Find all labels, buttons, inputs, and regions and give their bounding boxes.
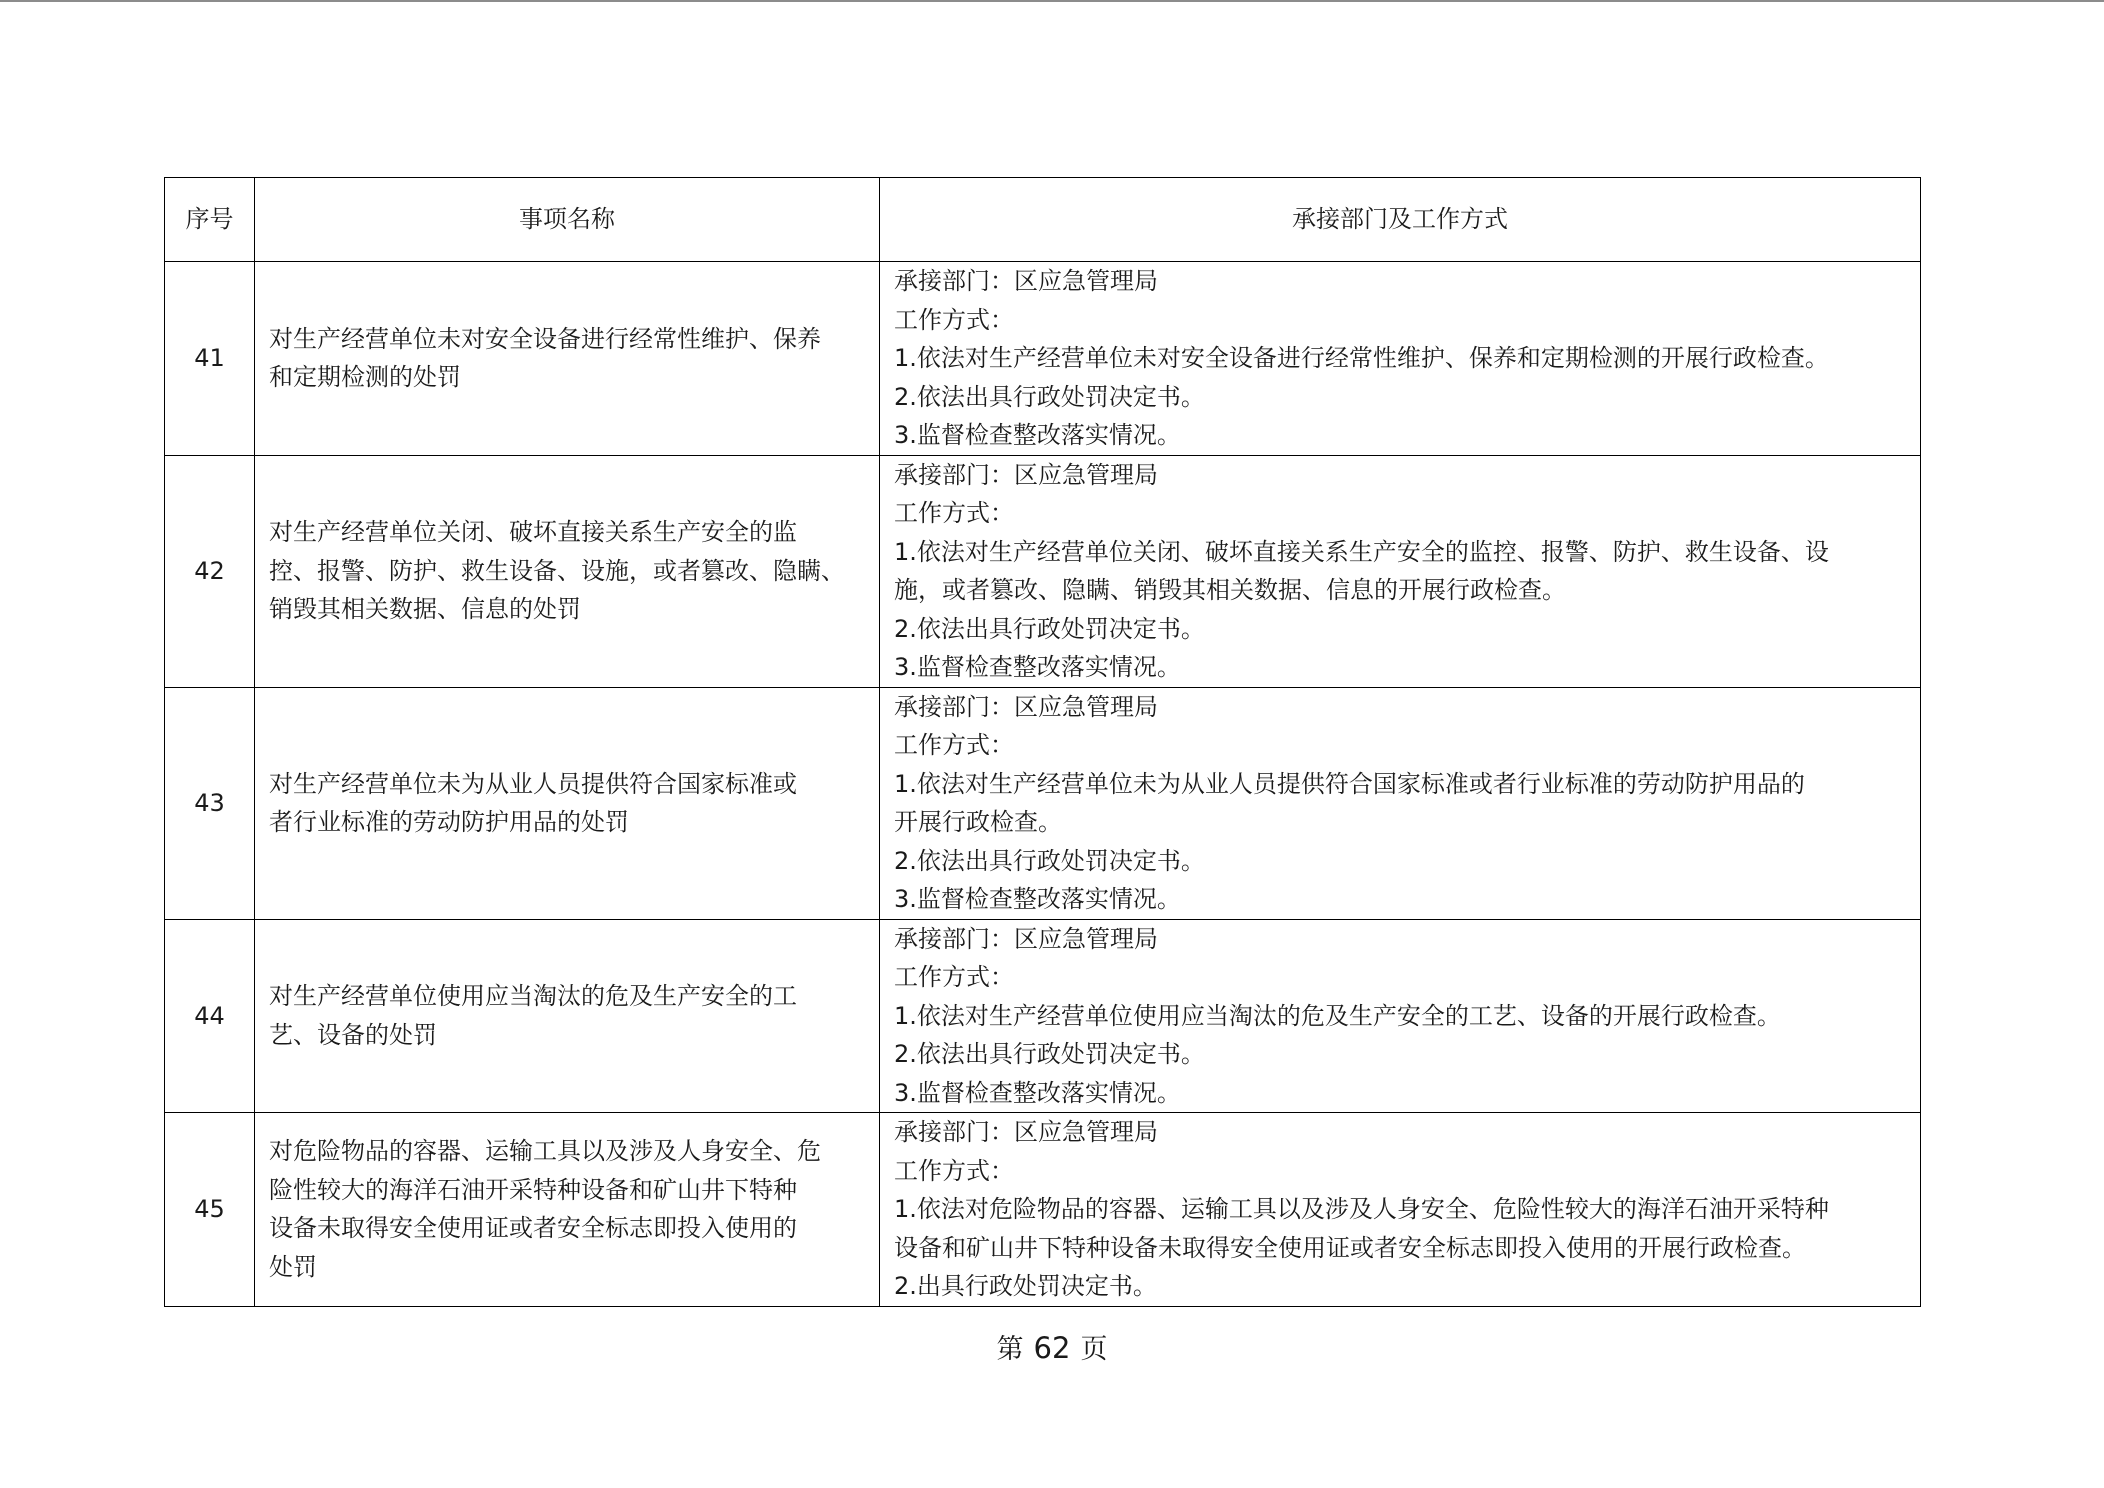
row-serial-number: 42 [165, 455, 255, 687]
table-row [165, 262, 1921, 456]
matter-name-line: 对危险物品的容器、运输工具以及涉及人身安全、危 [269, 1137, 821, 1166]
method-line: 3.监督检查整改落实情况。 [894, 653, 1181, 681]
row-department-method [880, 455, 1921, 687]
matter-name-line: 对生产经营单位使用应当淘汰的危及生产安全的工 [269, 982, 797, 1011]
method-line: 承接部门：区应急管理局 [894, 1118, 1158, 1146]
table-row [165, 455, 1921, 687]
table-header-row [165, 178, 1921, 262]
matter-name-line: 和定期检测的处罚 [269, 363, 461, 392]
method-line: 2.出具行政处罚决定书。 [894, 1272, 1157, 1300]
header-serial-number: 序号 [165, 178, 255, 262]
top-border-line [0, 0, 2104, 2]
row-matter-name [255, 687, 880, 919]
footer-suffix: 页 [1080, 1334, 1108, 1365]
method-line: 承接部门：区应急管理局 [894, 267, 1158, 295]
row-serial-number: 44 [165, 919, 255, 1113]
matter-name-line: 对生产经营单位关闭、破坏直接关系生产安全的监 [269, 518, 797, 547]
footer-prefix: 第 [996, 1334, 1024, 1365]
row-matter-name [255, 262, 880, 456]
method-line: 开展行政检查。 [894, 808, 1062, 836]
row-department-method [880, 262, 1921, 456]
method-line: 1.依法对危险物品的容器、运输工具以及涉及人身安全、危险性较大的海洋石油开采特种 [894, 1195, 1829, 1223]
method-line: 2.依法出具行政处罚决定书。 [894, 614, 1205, 643]
method-line: 施，或者篡改、隐瞒、销毁其相关数据、信息的开展行政检查。 [894, 576, 1566, 604]
method-line: 1.依法对生产经营单位关闭、破坏直接关系生产安全的监控、报警、防护、救生设备、设 [894, 537, 1829, 566]
row-serial-number: 43 [165, 687, 255, 919]
header-matter-name: 事项名称 [255, 178, 880, 262]
row-department-method [880, 919, 1921, 1113]
row-department-method [880, 1113, 1921, 1307]
row-matter-name [255, 1113, 880, 1307]
row-serial-number: 41 [165, 262, 255, 456]
method-line: 1.依法对生产经营单位使用应当淘汰的危及生产安全的工艺、设备的开展行政检查。 [894, 1001, 1781, 1030]
method-line: 工作方式： [894, 499, 1014, 527]
header-department-method: 承接部门及工作方式 [880, 178, 1921, 262]
matter-name-line: 者行业标准的劳动防护用品的处罚 [269, 808, 629, 836]
page-footer [0, 1328, 2104, 1370]
method-line: 1.依法对生产经营单位未对安全设备进行经常性维护、保养和定期检测的开展行政检查。 [894, 344, 1829, 372]
matter-name-line: 对生产经营单位未对安全设备进行经常性维护、保养 [269, 324, 821, 353]
method-line: 承接部门：区应急管理局 [894, 692, 1158, 721]
method-line: 承接部门：区应急管理局 [894, 924, 1158, 953]
method-line: 设备和矿山井下特种设备未取得安全使用证或者安全标志即投入使用的开展行政检查。 [894, 1233, 1806, 1262]
matter-name-line: 险性较大的海洋石油开采特种设备和矿山井下特种 [269, 1175, 797, 1204]
matter-name-line: 设备未取得安全使用证或者安全标志即投入使用的 [269, 1214, 797, 1243]
row-matter-name [255, 919, 880, 1113]
matter-name-line: 对生产经营单位未为从业人员提供符合国家标准或 [269, 769, 797, 798]
method-line: 工作方式： [894, 731, 1014, 759]
method-line: 3.监督检查整改落实情况。 [894, 421, 1181, 449]
table-row [165, 919, 1921, 1113]
method-line: 工作方式： [894, 963, 1014, 991]
method-line: 承接部门：区应急管理局 [894, 460, 1158, 489]
row-matter-name [255, 455, 880, 687]
matter-name-line: 销毁其相关数据、信息的处罚 [269, 595, 581, 624]
method-line: 1.依法对生产经营单位未为从业人员提供符合国家标准或者行业标准的劳动防护用品的 [894, 769, 1805, 798]
table-row [165, 1113, 1921, 1307]
method-line: 2.依法出具行政处罚决定书。 [894, 846, 1205, 875]
method-line: 2.依法出具行政处罚决定书。 [894, 382, 1205, 411]
method-line: 工作方式： [894, 1156, 1014, 1185]
method-line: 2.依法出具行政处罚决定书。 [894, 1040, 1205, 1068]
matters-table [164, 177, 1921, 1307]
matter-name-line: 处罚 [269, 1252, 317, 1281]
matter-name-line: 控、报警、防护、救生设备、设施，或者篡改、隐瞒、 [269, 556, 845, 585]
row-serial-number: 45 [165, 1113, 255, 1307]
method-line: 工作方式： [894, 305, 1014, 334]
method-line: 3.监督检查整改落实情况。 [894, 885, 1181, 913]
method-line: 3.监督检查整改落实情况。 [894, 1078, 1181, 1107]
table-row [165, 687, 1921, 919]
row-department-method [880, 687, 1921, 919]
page-number: 62 [1033, 1331, 1071, 1365]
matter-name-line: 艺、设备的处罚 [269, 1020, 437, 1049]
